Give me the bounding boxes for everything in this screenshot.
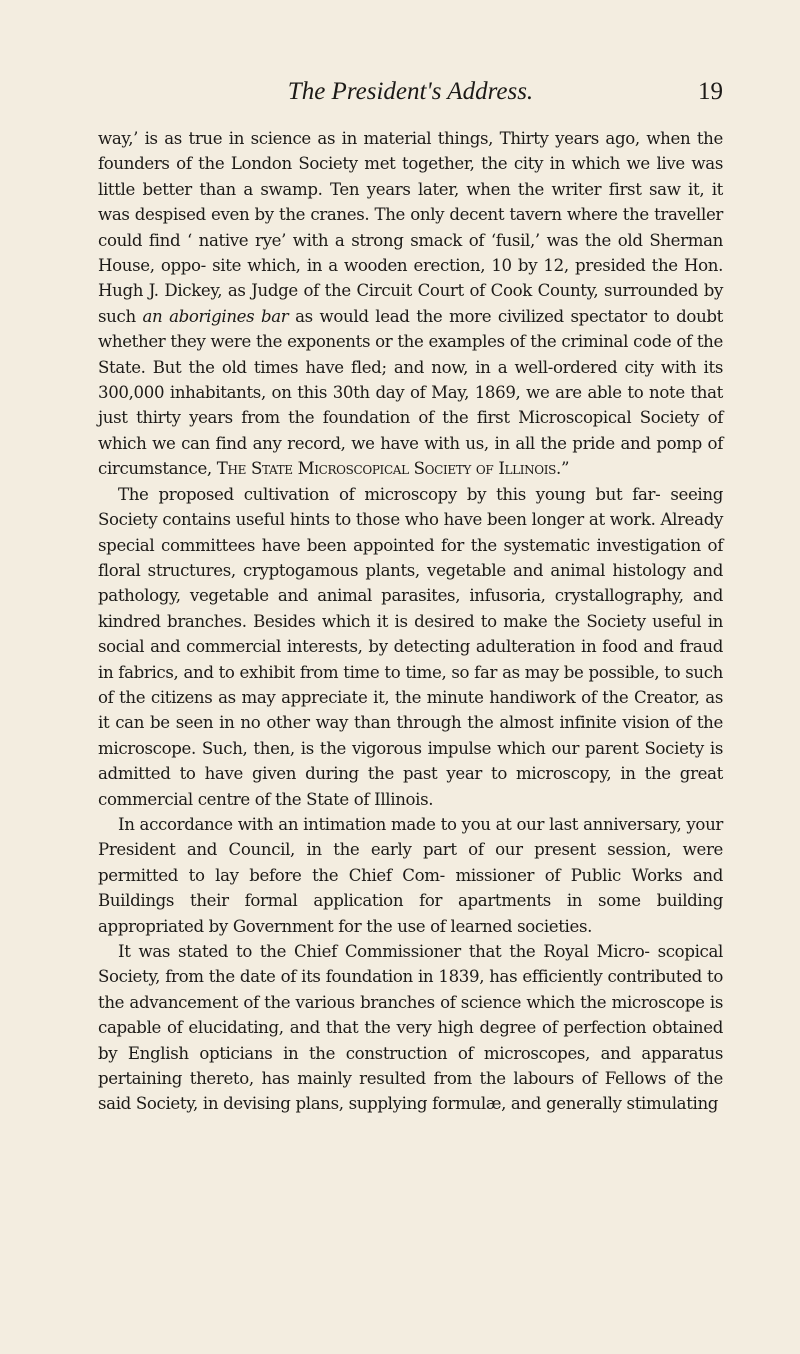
paragraph-1	[98, 126, 723, 482]
society-name: The State Microscopical Society of Illinois.	[216, 459, 561, 479]
paragraph-1-text-continued: as would lead the more civilized spectator to doubt whether they were the exponents or the examples of the criminal code of the State. But the old times have fled; and now, in a well-ordered city with its 300,000 inhabitants, on this 30th day of May, 1869, we are able to note that just thirty years from the foundation of the first Microscopical Society of which we can find any record, we have with us, in all the pride and pomp of circumstance,	[98, 306, 723, 479]
page-header	[98, 78, 723, 108]
paragraph-1-text: way,’ is as true in science as in material things, Thirty years ago, when the founders of the London Society met together, the city in which we live was little better than a swamp. Ten years later, when the writer first saw it, it was despised even by the cranes. The only decent tavern where the traveller could find ‘ native rye’ with a strong smack of ‘fusil,’ was the old Sherman House, oppo- site which, in a wooden erection, 10 by 12, presided the Hon. Hugh J. Dickey, as Judge of the Circuit Court of Cook County, surrounded by such	[98, 129, 723, 326]
italic-phrase: an aborigines bar	[142, 306, 289, 326]
body-text	[98, 126, 723, 1117]
paragraph-2: The proposed cultivation of microscopy by this young but far- seeing Society contains useful hints to those who have been longer at work. Already special committees have been appointed for the systematic investigation of floral structures, cryptogamous plants, vegetable and animal histology and pathology, vegetable and animal parasites, infusoria, crystallography, and kindred branches. Besides which it is desired to make the Society useful in social and commercial interests, by detecting adulteration in food and fraud in fabrics, and to exhibit from time to time, so far as may be possible, to such of the citizens as may appreciate it, the minute handiwork of the Creator, as it can be seen in no other way than through the almost infinite vision of the microscope. Such, then, is the vigorous impulse which our parent Society is admitted to have given during the past year to microscopy, in the great commercial centre of the State of Illinois.	[98, 484, 723, 809]
paragraph-3: In accordance with an intimation made to you at our last anniversary, your President and Council, in the early part of our present session, were permitted to lay before the Chief Com- missioner of Public Works and Buildings their formal application for apartments in some building appropriated by Government for the use of learned societies.	[98, 814, 723, 936]
closing-quote: ”	[560, 459, 570, 479]
page-number: 19	[698, 78, 723, 105]
running-title: The President's Address.	[287, 78, 534, 105]
paragraph-4: It was stated to the Chief Commissioner that the Royal Micro- scopical Society, from the date of its foundation in 1839, has efficiently contributed to the advancement of the various branches of science which the microscope is capable of elucidating, and that the very high degree of perfection obtained by English opticians in the construction of microscopes, and apparatus pertaining thereto, has mainly resulted from the labours of Fellows of the said Society, in devising plans, supplying formulæ, and generally stimulating	[98, 942, 723, 1114]
